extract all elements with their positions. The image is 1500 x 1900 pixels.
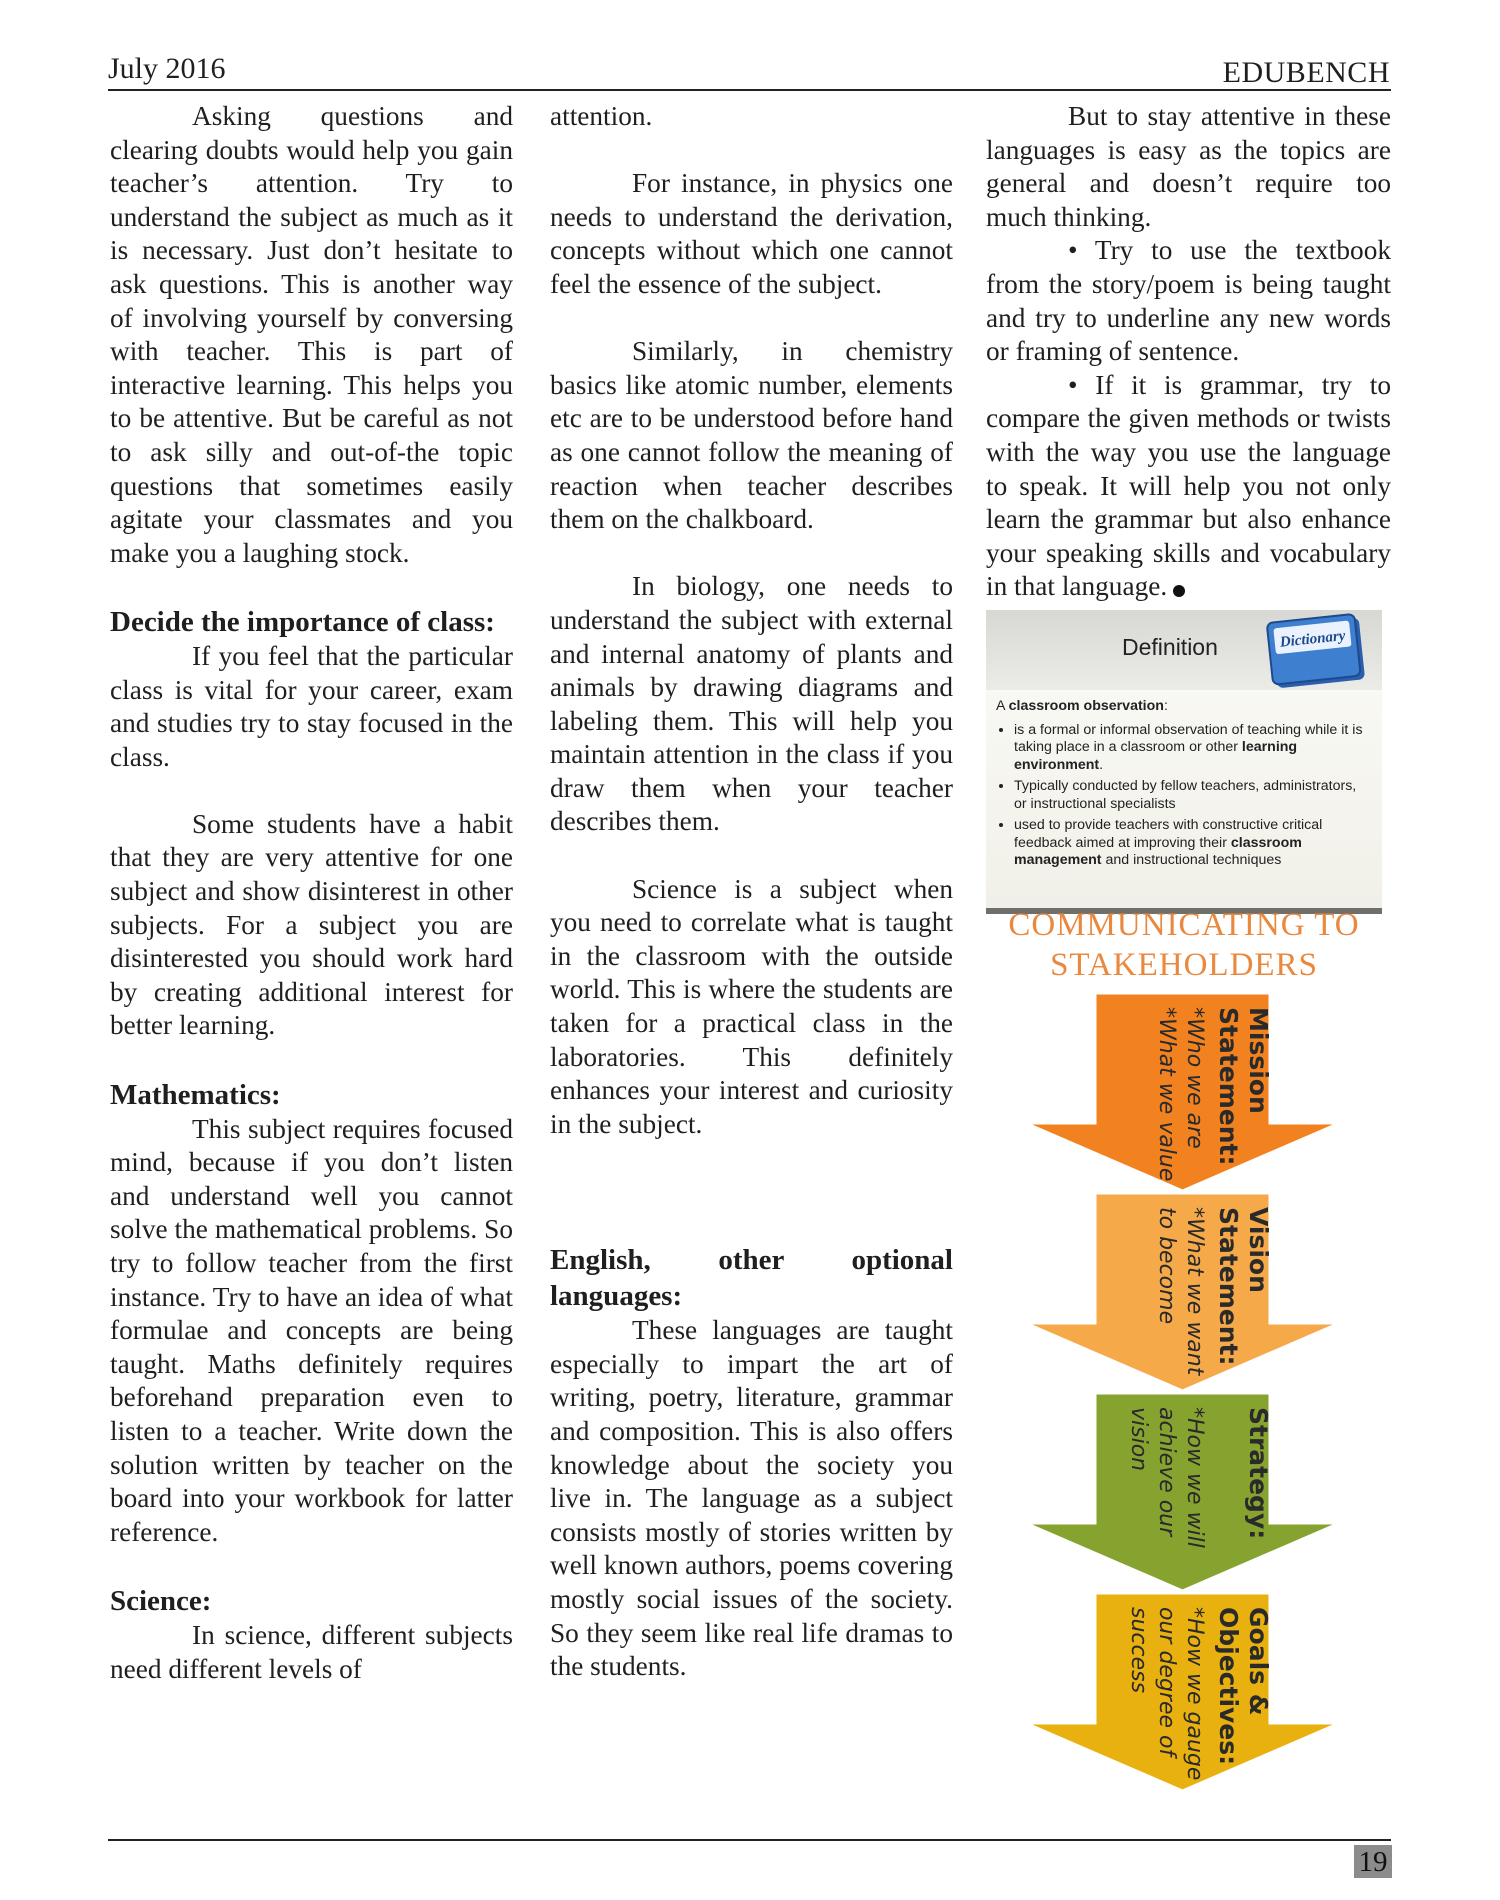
arrow-heading: Vision [1244,1207,1273,1293]
section-heading: Science: [110,1584,212,1617]
arrow-description: *How we will [1182,1407,1207,1548]
definition-bullet: • Typically conducted by fellow teachers, administrators, or instructional specialists [1014,778,1372,813]
arrow-description: *What we want [1182,1207,1207,1376]
paragraph: In biology, one needs to understand the subject with external and internal anatomy of plants and animals by drawing diagrams and labeling them. This will help you maintain attention in the class if you draw them when your teacher describes them. [550,571,953,837]
definition-intro: A classroom observation: [996,698,1168,714]
paragraph: This subject requires focused mind, because if you don’t listen and understand well you cannot solve the mathematical problems. So try to follow teacher from the first instance. Try to have an idea of what formulae and concepts are being taught. Maths definitely requires beforehand preparation even to listen to a teacher. Write down the solution written by teacher on the board into your workbook for latter reference. [110,1113,513,1547]
definition-card [986,610,1382,914]
paragraph: Some students have a habit that they are very attentive for one subject and show disinterest in other subjects. For a subject you are disinterested you should work hard by creating additional interest for better learning. [110,808,513,1041]
dictionary-book-icon [1264,609,1369,695]
paragraph: Science is a subject when you need to correlate what is taught in the classroom with the outside world. This is where the students are taken for a practical class in the laboratories. This definitely enhances your interest and curiosity in the subject. [550,873,953,1139]
stakeholders-title-line: COMMUNICATING TO [1008,907,1360,943]
column-2 [550,100,953,1684]
arrow-description: vision [1126,1407,1151,1472]
column-3 [986,100,1391,604]
magazine-name: EDUBENCH [1222,56,1390,89]
bullet-paragraph: • Try to use the textbook from the story/poem is being taught and try to underline any new words or framing of sentence. [986,235,1391,367]
arrow-description: *How we gauge [1182,1607,1207,1781]
paragraph: For instance, in physics one needs to understand the derivation, concepts without which one cannot feel the essence of the subject. [550,168,953,299]
definition-title: Definition [1122,634,1218,660]
paragraph: If you feel that the particular class is vital for your career, exam and studies try to stay focused in the class. [110,640,513,772]
paragraph: Asking questions and clearing doubts would help you gain teacher’s attention. Try to understand the subject as much as it is necessary. Just don’t hesitate to ask questions. This is another way of involving yourself by conversing with teacher. This is part of interactive learning. This helps you to be attentive. But be careful as not to ask silly and out-of-the topic questions that sometimes easily agitate your classmates and you make you a laughing stock. [110,101,513,568]
arrow-description: our degree of [1154,1607,1179,1757]
bullet-paragraph: • If it is grammar, try to compare the given methods or twists with the way you use the language to speak. It will help you not only learn the grammar but also enhance your speaking skills and vocabulary in that language. [986,369,1391,602]
paragraph: But to stay attentive in these languages is easy as the topics are general and doesn’t require too much thinking. [986,101,1391,232]
arrow-description: *What we value [1154,1007,1179,1182]
paragraph: Similarly, in chemistry basics like atomic number, elements etc are to be understood before hand as one cannot follow the meaning of reaction when teacher describes them on the chalkboard. [550,336,953,535]
paragraph: attention. [550,101,653,131]
book-label: Dictionary [1279,627,1347,651]
header-rule [108,89,1391,91]
arrow-description: to become [1154,1207,1179,1325]
arrow-heading: Statement: [1214,1007,1243,1166]
section-heading: Mathematics: [110,1078,281,1111]
end-mark-icon [1173,585,1185,597]
stakeholders-title-line: STAKEHOLDERS [1050,947,1318,983]
arrow-step [1025,993,1340,1191]
section-heading: English, other optional languages: [550,1244,953,1313]
arrow-heading: Goals & [1244,1607,1273,1716]
page-number: 19 [1354,1845,1392,1878]
arrow-description: success [1126,1607,1151,1694]
paragraph: These languages are taught especially to impart the art of writing, poetry, literature, grammar and composition. This is also offers knowledge about the society you live in. The language as a subject consists mostly of stories written by well known authors, poems covering mostly social issues of the society. So they seem like real life dramas to the students. [550,1315,953,1682]
arrow-heading: Mission [1244,1007,1273,1114]
arrow-heading: Objectives: [1214,1607,1243,1766]
arrow-description: *Who we are [1182,1007,1207,1149]
definition-bullet: • used to provide teachers with constructive critical feedback aimed at improving their classroom management and instructional techniques [1014,817,1372,870]
arrow-heading: Statement: [1214,1207,1243,1366]
arrow-step [1025,1193,1340,1391]
column-1 [110,100,513,1686]
paragraph: In science, different subjects need different levels of [110,1619,513,1684]
footer-rule [108,1839,1391,1841]
issue-date: July 2016 [108,52,226,85]
stakeholders-arrow-diagram [1000,985,1375,1820]
section-heading: Decide the importance of class: [110,605,495,638]
arrow-step [1025,1393,1340,1591]
definition-bullet: • is a formal or informal observation of teaching while it is taking place in a classroom or other learning environment. [1014,722,1372,775]
arrow-description: achieve our [1154,1407,1179,1537]
stakeholders-title [990,905,1378,985]
arrow-step [1025,1593,1340,1791]
arrow-heading: Strategy: [1244,1407,1273,1540]
definition-body [996,698,1372,874]
